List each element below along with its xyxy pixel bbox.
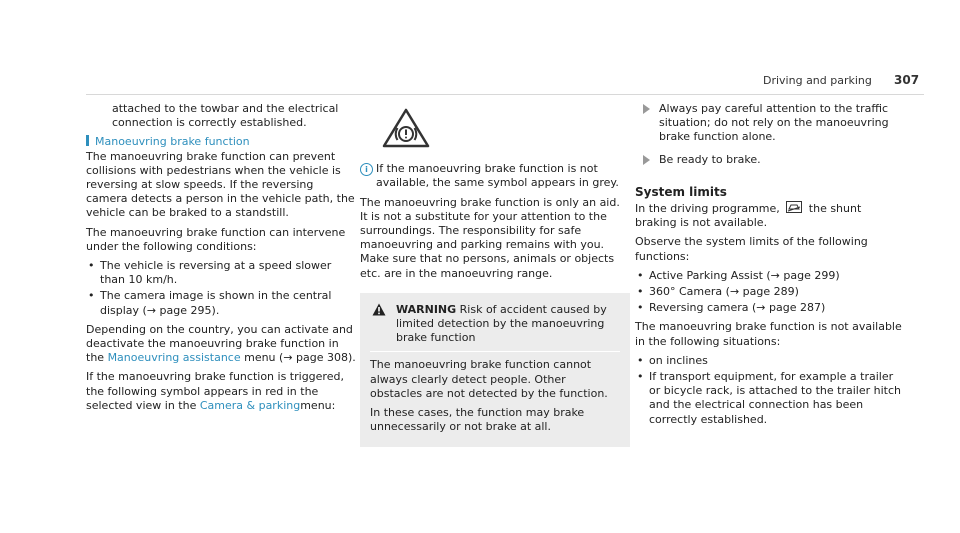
text: If the manoeuvring brake function is triggered, the following symbol appears in red in the selected view in the <box>86 370 344 412</box>
brake-warning-icon <box>382 108 630 152</box>
page-number: 307 <box>894 73 920 87</box>
list-item: • Reversing camera (→ page 287) <box>635 301 905 315</box>
section-heading: System limits <box>635 184 727 199</box>
paragraph: The manoeuvring brake function is not available in the following situations: <box>635 320 902 348</box>
list-item: • The vehicle is reversing at a speed slower than 10 km/h. <box>86 259 356 287</box>
situation-list <box>635 354 905 427</box>
paragraph <box>86 370 356 413</box>
header-rule <box>86 94 924 95</box>
paragraph: The manoeuvring brake function is only an aid. It is not a substitute for your attention to the surroundings. The responsibility for safe manoeuvring and parking remains with you. Make sure that no persons, animals or objects etc. are in the manoeuvring range. <box>360 195 620 280</box>
paragraph: Observe the system limits of the following functions: <box>635 235 868 263</box>
column-1 <box>86 102 356 418</box>
instruction-text: Be ready to brake. <box>659 152 761 166</box>
info-icon: i <box>360 163 373 176</box>
subheading <box>86 135 356 149</box>
list-item: • Active Parking Assist (→ page 299) <box>635 269 905 283</box>
paragraph: The manoeuvring brake function cannot always clearly detect people. Other obstacles are not detected by the function. <box>370 358 608 400</box>
paragraph <box>86 323 356 366</box>
paragraph: In these cases, the function may brake unnecessarily or not brake at all. <box>370 406 585 434</box>
subheading-text: Manoeuvring brake function <box>95 135 250 149</box>
offroad-program-icon <box>786 201 802 213</box>
list-item: • If transport equipment, for example a trailer or bicycle rack, is attached to the trailer hitch and the electrical connection has been correctly established. <box>635 370 905 427</box>
section-title: Driving and parking <box>763 74 872 87</box>
manoeuvring-assistance-link[interactable]: Manoeuvring assistance <box>107 351 241 365</box>
warning-triangle-icon <box>372 303 386 320</box>
paragraph: attached to the towbar and the electrical connection is correctly established. <box>112 102 339 130</box>
info-note <box>360 162 630 190</box>
text: Depending on the country, you can activate and deactivate the manoeuvring brake function in the <box>86 322 353 365</box>
condition-list <box>86 259 356 318</box>
paragraph <box>635 201 905 230</box>
text: menu (→ page 308). <box>240 351 356 365</box>
list-item: • 360° Camera (→ page 289) <box>635 285 905 299</box>
warning-header <box>370 303 620 353</box>
subheading-marker <box>86 135 89 146</box>
text: menu: <box>300 398 336 412</box>
instruction-text: Always pay careful attention to the traffic situation; do not rely on the manoeuvring brake function alone. <box>659 102 889 144</box>
text: In the driving programme, <box>635 202 784 216</box>
paragraph: The manoeuvring brake function can intervene under the following conditions: <box>86 225 346 253</box>
warning-label: WARNING <box>396 302 457 316</box>
column-2 <box>360 102 630 447</box>
warning-body <box>370 358 620 434</box>
warning-title: Risk of accident caused by limited detection by the manoeuvring brake function <box>396 302 607 345</box>
list-item: • on inclines <box>635 354 905 368</box>
instruction-item <box>635 102 905 145</box>
warning-box <box>360 293 630 448</box>
text: the shunt braking is not available. <box>635 202 862 230</box>
column-3 <box>635 102 905 432</box>
system-limits-list <box>635 269 905 316</box>
note-text: If the manoeuvring brake function is not available, the same symbol appears in grey. <box>376 162 619 190</box>
running-header <box>763 74 923 88</box>
instruction-item <box>635 153 905 167</box>
list-item: • The camera image is shown in the central display (→ page 295). <box>86 289 356 317</box>
arrow-bullet-icon <box>643 104 650 114</box>
arrow-bullet-icon <box>643 155 650 165</box>
paragraph: The manoeuvring brake function can prevent collisions with pedestrians when the vehicle is reversing at slow speeds. If the reversing camera detects a person in the vehicle path, the vehicle can be braked to a standstill. <box>86 149 355 220</box>
camera-parking-link[interactable]: Camera & parking <box>199 398 301 412</box>
